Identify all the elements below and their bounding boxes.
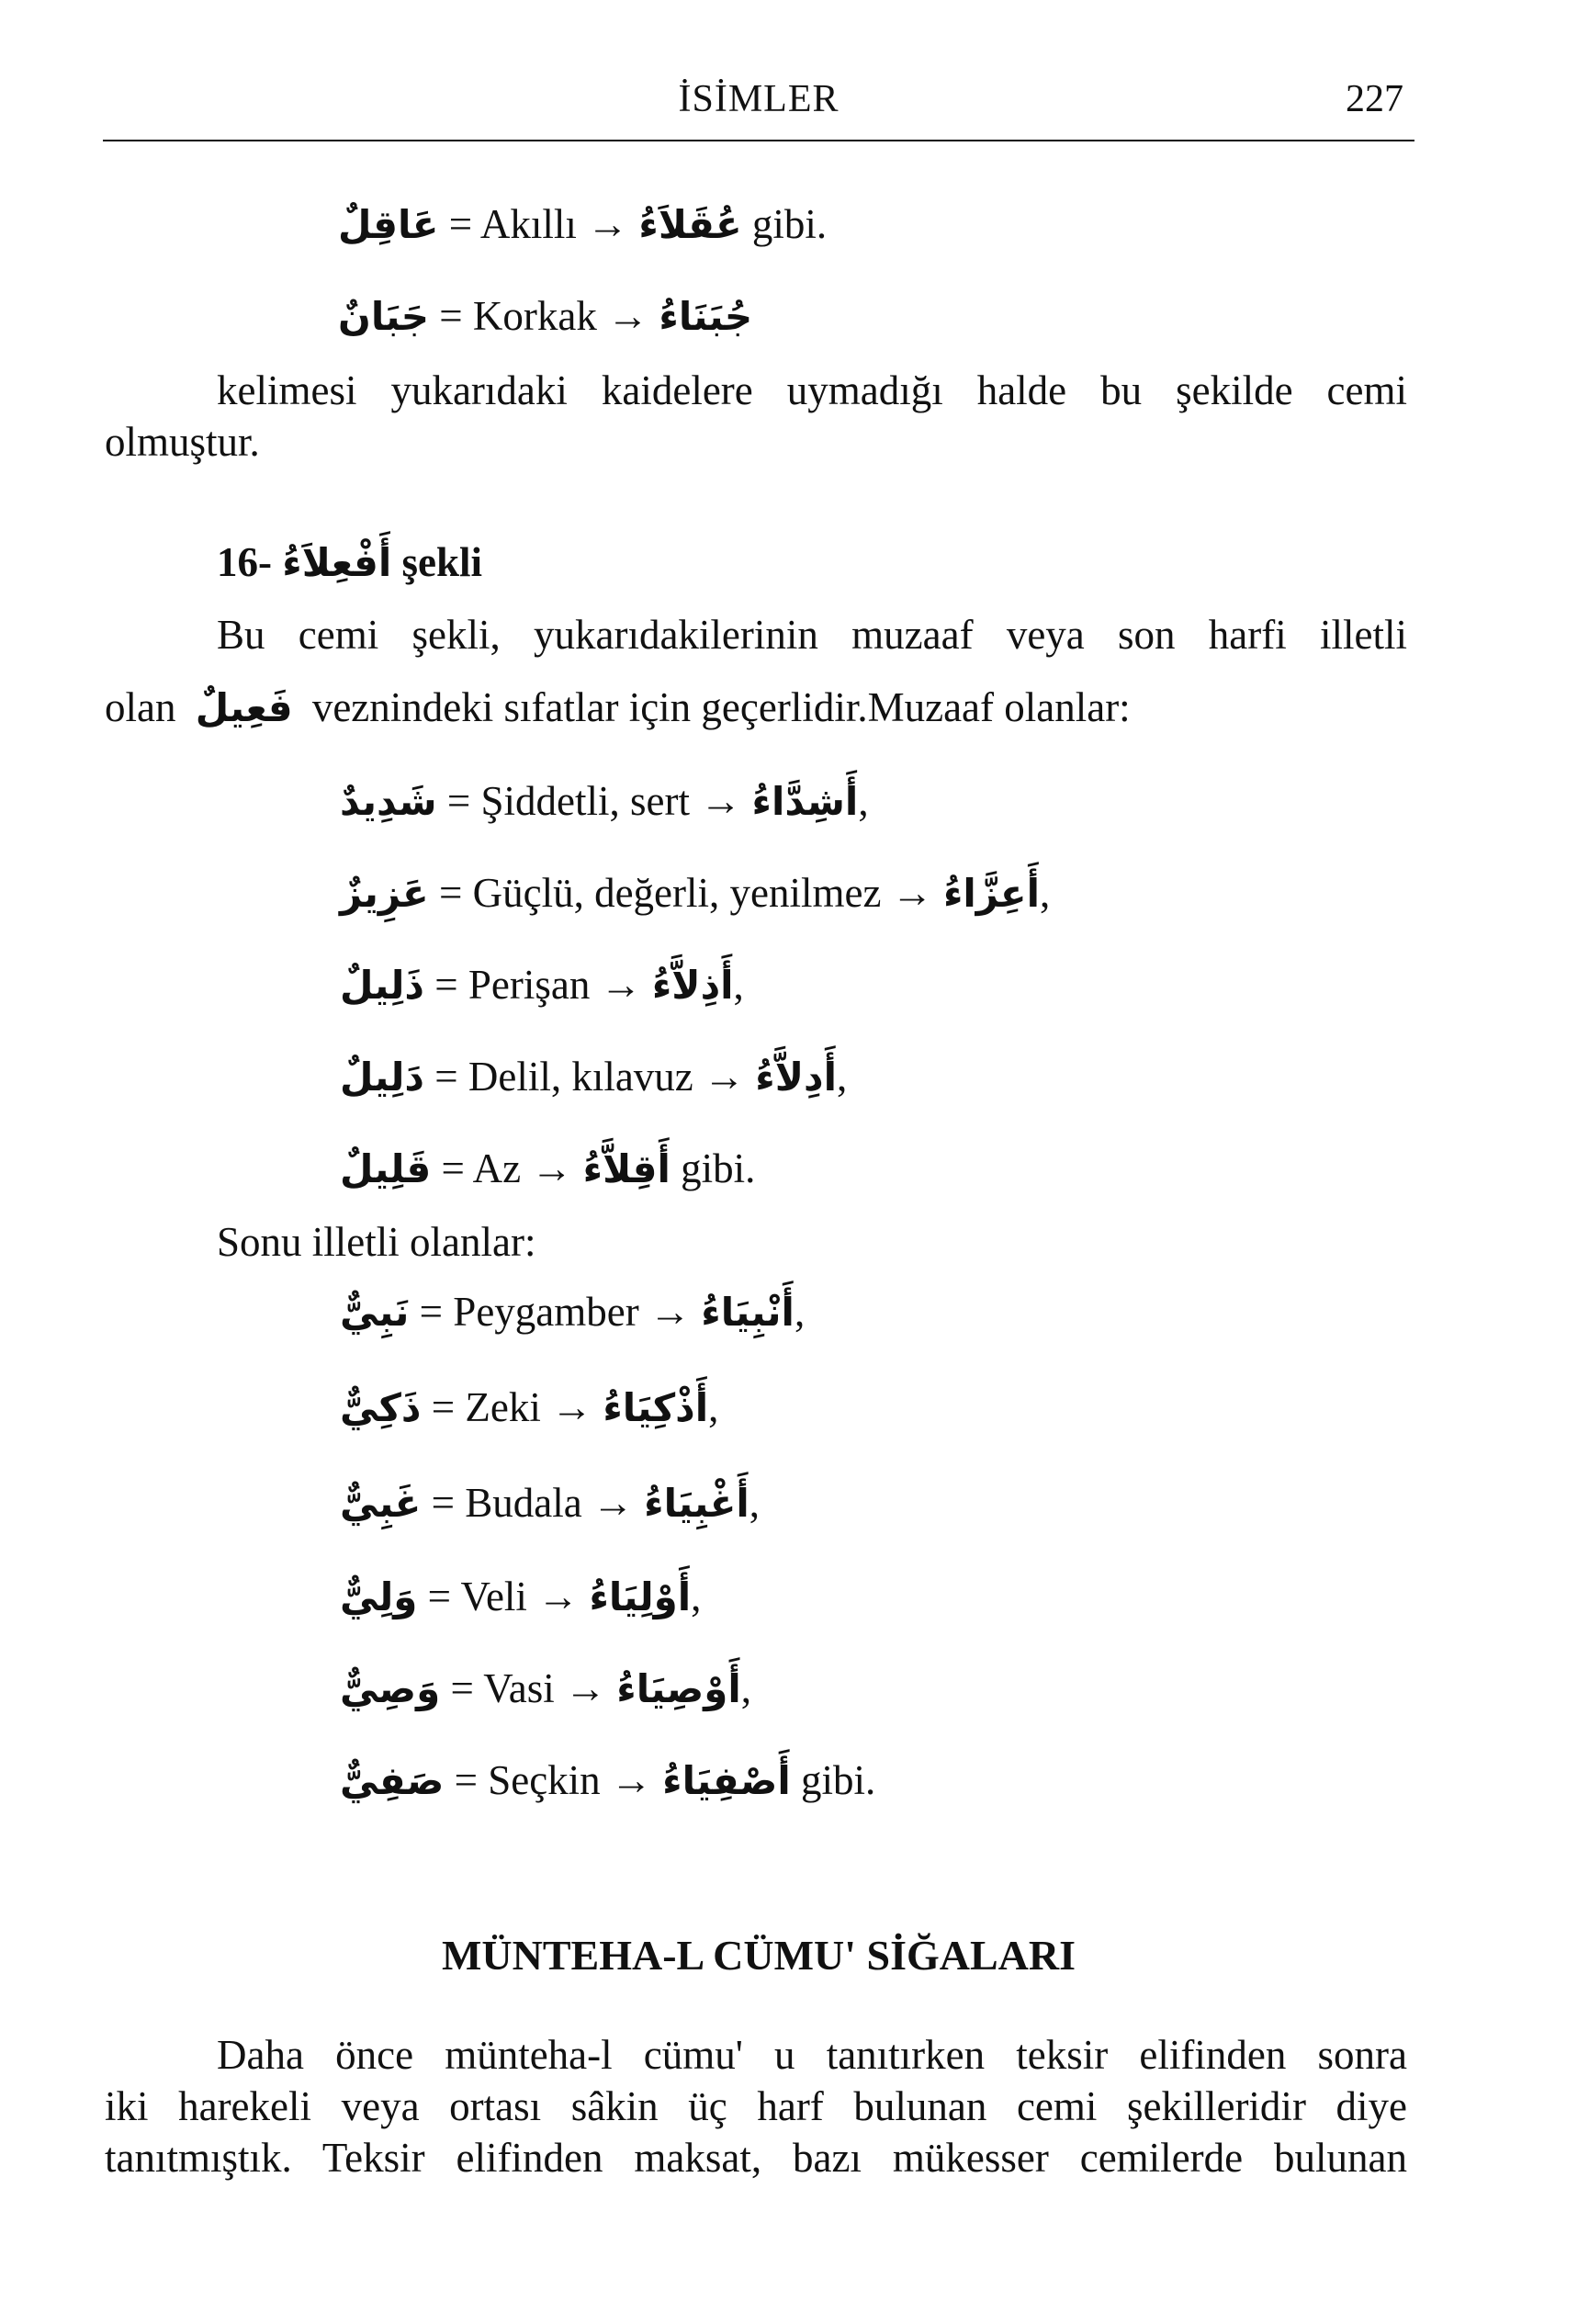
paragraph-line: tanıtmıştık. Teksir elifinden maksat, bazı mükesser cemilerde bulunan — [105, 2135, 1407, 2181]
arabic-word: دَلِيلٌ — [340, 1055, 424, 1100]
arabic-word: قَلِيلٌ — [340, 1146, 432, 1191]
page-header — [103, 77, 1414, 141]
arrow: → — [565, 1665, 607, 1711]
meaning-text: = Zeki — [431, 1384, 541, 1430]
entry-row — [338, 198, 827, 251]
meaning-text: = Korkak — [439, 293, 597, 339]
running-title: İSİMLER — [678, 78, 840, 120]
arrow: → — [531, 1145, 573, 1191]
arabic-word: عَزِيزٌ — [340, 871, 429, 916]
meaning-text: = Seçkin — [454, 1757, 601, 1803]
entry-suffix: , — [1040, 870, 1051, 916]
entry-suffix: , — [749, 1480, 761, 1526]
section-title: MÜNTEHA-L CÜMU' SİĞALARI — [441, 1932, 1076, 1979]
paragraph-line — [105, 683, 1131, 732]
meaning-text: = Akıllı — [448, 201, 577, 247]
arrow: → — [600, 962, 642, 1008]
plural-form: أَصْفِيَاءُ — [662, 1758, 791, 1803]
entry-row — [338, 290, 752, 343]
plural-form: أَوْلِيَاءُ — [589, 1574, 692, 1619]
meaning-text: = Perişan — [434, 962, 591, 1008]
plural-form: عُقَلاَءُ — [638, 202, 742, 247]
plural-form: أَذِلاَّءُ — [651, 963, 734, 1008]
plural-form: أَوْصِيَاءُ — [616, 1666, 741, 1711]
entry-row — [340, 1571, 701, 1623]
arabic-word: صَفِيٌّ — [340, 1758, 445, 1803]
pattern-arabic: فَعِيلٌ — [195, 685, 293, 730]
paragraph-line: Daha önce münteha-l cümu' u tanıtırken teksir elifinden sonra — [217, 2032, 1407, 2078]
entry-suffix: gibi. — [801, 1757, 876, 1803]
meaning-text: = Budala — [431, 1480, 582, 1526]
entry-row — [340, 1143, 755, 1195]
entry-row — [340, 959, 744, 1011]
arrow: → — [700, 778, 742, 824]
meaning-text: = Şiddetli, sert — [446, 778, 690, 824]
entry-row — [340, 1663, 751, 1715]
illetli-intro: Sonu illetli olanlar: — [217, 1219, 536, 1265]
plural-form: أَذْكِيَاءُ — [603, 1385, 709, 1430]
entry-row — [340, 1382, 718, 1434]
section-number: 16- — [217, 539, 272, 585]
arrow: → — [607, 293, 649, 339]
meaning-text: = Güçlü, değerli, yenilmez — [438, 870, 882, 916]
plural-form: جُبَنَاءُ — [659, 294, 753, 339]
entry-row — [340, 867, 1050, 919]
entry-row — [340, 1754, 875, 1807]
page-number: 227 — [1346, 78, 1403, 120]
arabic-word: شَدِيدٌ — [340, 779, 437, 824]
entry-suffix: , — [733, 962, 744, 1008]
entry-suffix: , — [691, 1574, 702, 1619]
paragraph-text: veznindeki sıfatlar için geçerlidir.Muzaaf olanlar: — [311, 684, 1131, 730]
arabic-word: غَبِيٌّ — [340, 1481, 422, 1526]
entry-suffix: , — [740, 1665, 751, 1711]
arrow: → — [610, 1757, 652, 1803]
paragraph-line: iki harekeli veya ortası sâkin üç harf bulunan cemi şekilleridir diye — [105, 2083, 1407, 2129]
entry-suffix: , — [794, 1289, 806, 1335]
arrow: → — [648, 1289, 691, 1335]
arrow: → — [537, 1574, 580, 1619]
note-line: kelimesi yukarıdaki kaidelere uymadığı halde bu şekilde cemi — [217, 367, 1407, 413]
section-16-heading — [217, 538, 482, 587]
entry-row — [340, 1286, 805, 1338]
plural-form: أَغْبِيَاءُ — [644, 1481, 749, 1526]
arabic-word: جَبَانٌ — [338, 294, 430, 339]
entry-row — [340, 1051, 847, 1103]
entry-suffix: , — [836, 1054, 848, 1100]
arrow: → — [587, 201, 629, 247]
entry-row — [340, 775, 869, 828]
meaning-text: = Veli — [427, 1574, 527, 1619]
entry-suffix: , — [858, 778, 869, 824]
arrow: → — [592, 1480, 634, 1526]
meaning-text: = Vasi — [450, 1665, 555, 1711]
paragraph-text: olan — [105, 684, 176, 730]
arabic-word: ذَلِيلٌ — [340, 963, 424, 1008]
entry-suffix: gibi. — [751, 201, 828, 247]
meaning-text: = Az — [441, 1145, 522, 1191]
entry-row — [340, 1477, 760, 1529]
plural-form: أَنْبِيَاءُ — [701, 1290, 794, 1335]
plural-form: أَعِزَّاءُ — [942, 871, 1041, 916]
plural-form: أَشِدَّاءُ — [751, 779, 859, 824]
arabic-word: ذَكِيٌّ — [340, 1385, 422, 1430]
plural-form: أَقِلاَّءُ — [582, 1146, 671, 1191]
pattern-arabic: أَفْعِلاَءُ — [282, 540, 392, 585]
meaning-text: = Peygamber — [419, 1289, 639, 1335]
paragraph-line: Bu cemi şekli, yukarıdakilerinin muzaaf veya son harfi illetli — [217, 612, 1407, 658]
plural-form: أَدِلاَّءُ — [755, 1055, 837, 1100]
arrow: → — [551, 1384, 593, 1430]
note-line: olmuştur. — [105, 419, 260, 465]
arabic-word: عَاقِلٌ — [338, 202, 439, 247]
arrow: → — [704, 1054, 746, 1100]
arabic-word: وَلِيٌّ — [340, 1574, 418, 1619]
section-word: şekli — [401, 539, 482, 585]
entry-suffix: , — [708, 1384, 719, 1430]
entry-suffix: gibi. — [681, 1145, 756, 1191]
meaning-text: = Delil, kılavuz — [434, 1054, 693, 1100]
arabic-word: وَصِيٌّ — [340, 1666, 441, 1711]
arabic-word: نَبِيٌّ — [340, 1290, 410, 1335]
arrow: → — [891, 870, 933, 916]
